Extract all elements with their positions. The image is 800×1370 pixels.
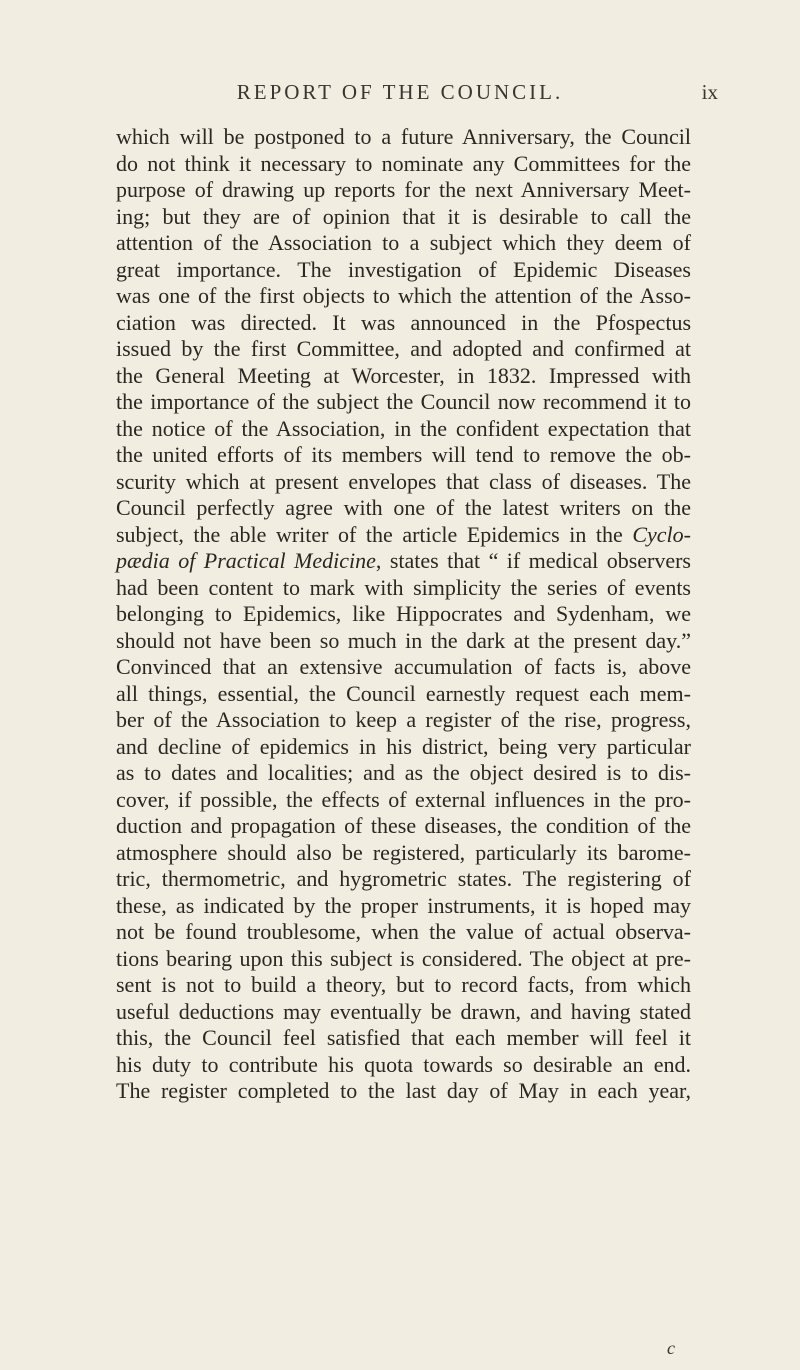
text-line: scurity which at present envelopes that class of diseases. The	[116, 468, 691, 494]
text-line: the General Meeting at Worcester, in 1832. Impressed with	[116, 362, 691, 388]
text-line: atmosphere should also be registered, particularly its barome-	[116, 839, 691, 865]
body-text	[0, 124, 800, 1105]
italic-title-segment: Cyclo-	[632, 521, 691, 547]
text-line: which will be postponed to a future Anniversary, the Council	[116, 124, 691, 149]
text-line: attention of the Association to a subject which they deem of	[116, 230, 691, 255]
text-line-with-italic	[0, 522, 691, 549]
text-line: Council perfectly agree with one of the latest writers on the	[116, 495, 691, 520]
text-line: the importance of the subject the Council now recommend it to	[116, 389, 691, 414]
text-line: as to dates and localities; and as the object desired is to dis-	[116, 760, 691, 785]
text-line: his duty to contribute his quota towards so desirable an end.	[116, 1051, 691, 1077]
text-line: not be found troublesome, when the value of actual observa-	[116, 919, 691, 944]
text-line: and decline of epidemics in his district, being very particular	[116, 733, 691, 759]
text-line: belonging to Epidemics, like Hippocrates and Sydenham, we	[116, 601, 691, 626]
signature-mark: c	[667, 1338, 675, 1358]
text-segment: subject, the able writer of the article Epidemics in the	[116, 521, 633, 547]
text-line: should not have been so much in the dark at the present day.”	[116, 627, 691, 653]
text-line: issued by the first Committee, and adopted and confirmed at	[116, 336, 691, 361]
text-line: this, the Council feel satisfied that each member will feel it	[116, 1025, 691, 1050]
text-line: these, as indicated by the proper instruments, it is hoped may	[116, 892, 691, 918]
text-line: tric, thermometric, and hygrometric states. The registering of	[116, 866, 691, 891]
text-line: sent is not to build a theory, but to record facts, from which	[116, 972, 691, 997]
text-line: ber of the Association to keep a register of the rise, progress,	[116, 707, 691, 732]
running-head	[0, 80, 800, 110]
text-line: do not think it necessary to nominate any Committees for the	[116, 150, 691, 176]
text-line: duction and propagation of these diseases, the condition of the	[116, 813, 691, 838]
text-line: Convinced that an extensive accumulation of facts is, above	[116, 654, 691, 679]
text-line: The register completed to the last day of May in each year,	[116, 1078, 691, 1103]
text-line: had been content to mark with simplicity the series of events	[116, 574, 691, 600]
text-line: cover, if possible, the effects of external influences in the pro-	[116, 786, 691, 812]
running-title: REPORT OF THE COUNCIL.	[236, 80, 564, 104]
text-line: the notice of the Association, in the confident expectation that	[116, 415, 691, 441]
text-line: useful deductions may eventually be drawn, and having stated	[116, 998, 691, 1024]
text-line: great importance. The investigation of Epidemic Diseases	[116, 256, 691, 282]
text-line: all things, essential, the Council earnestly request each mem-	[116, 680, 691, 706]
text-line: ciation was directed. It was announced in the Pfospectus	[116, 309, 691, 335]
text-line-with-italic	[0, 548, 691, 575]
italic-title-segment: pædia of Practical Medicine	[116, 548, 376, 573]
text-line: purpose of drawing up reports for the next Anniversary Meet-	[116, 177, 691, 202]
text-segment: , states that “ if medical observers	[375, 548, 691, 573]
text-line: tions bearing upon this subject is considered. The object at pre-	[116, 945, 691, 971]
page-number: ix	[701, 80, 718, 104]
text-line: was one of the first objects to which the attention of the Asso-	[116, 283, 691, 308]
text-line: the united efforts of its members will tend to remove the ob-	[116, 442, 691, 467]
text-line: ing; but they are of opinion that it is desirable to call the	[116, 203, 691, 229]
